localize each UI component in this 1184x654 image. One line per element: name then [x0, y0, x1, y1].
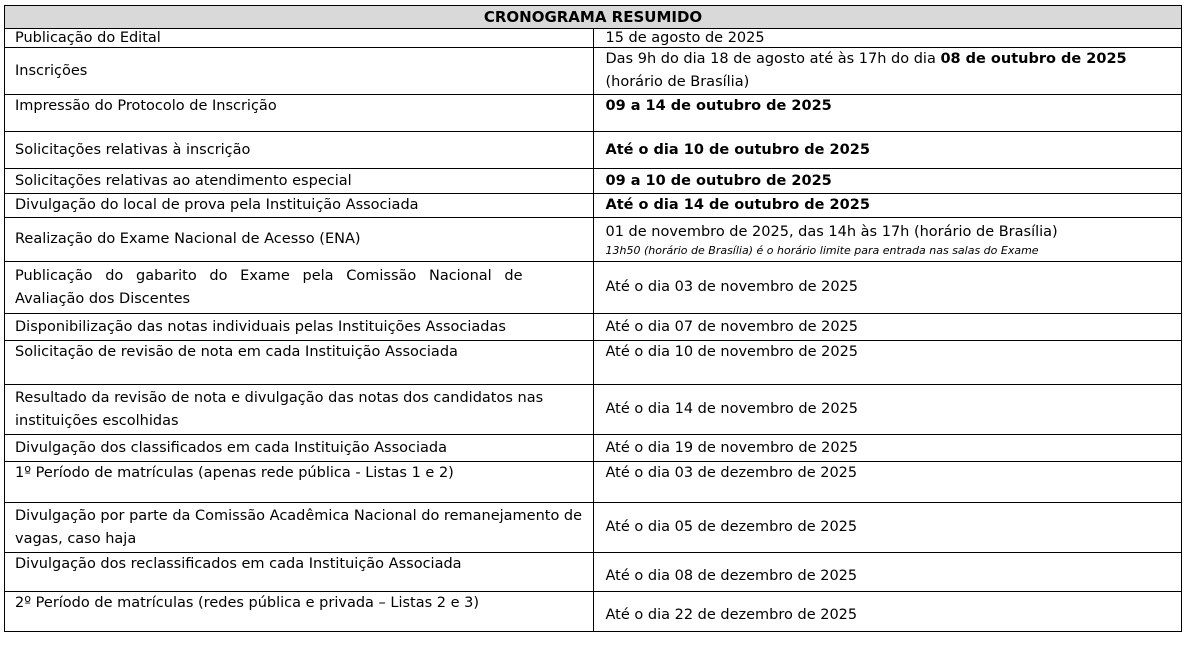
- table-row: [5, 194, 1182, 218]
- table-title: CRONOGRAMA RESUMIDO: [5, 6, 1182, 29]
- event-cell: Disponibilização das notas individuais pelas Instituições Associadas: [5, 314, 594, 341]
- table-row: [5, 29, 1182, 48]
- event-cell: Divulgação do local de prova pela Instituição Associada: [5, 194, 594, 218]
- date-note: 13h50 (horário de Brasília) é o horário limite para entrada nas salas do Exame: [605, 244, 1039, 257]
- date-cell: Até o dia 14 de outubro de 2025: [593, 194, 1182, 218]
- event-cell: Inscrições: [5, 48, 594, 95]
- event-cell: 2º Período de matrículas (redes pública e privada – Listas 2 e 3): [5, 592, 594, 632]
- event-cell: Divulgação por parte da Comissão Acadêmica Nacional do remanejamento de vagas, caso haja: [5, 503, 594, 553]
- table-row: [5, 462, 1182, 503]
- event-cell: Solicitações relativas à inscrição: [5, 132, 594, 169]
- event-cell: Resultado da revisão de nota e divulgação das notas dos candidatos nas instituições escolhidas: [5, 385, 594, 435]
- table-row: [5, 592, 1182, 632]
- date-cell: Até o dia 03 de novembro de 2025: [593, 262, 1182, 314]
- schedule-table: [4, 5, 1182, 632]
- date-cell: Até o dia 19 de novembro de 2025: [593, 435, 1182, 462]
- table-row: [5, 48, 1182, 95]
- table-row: [5, 553, 1182, 592]
- date-cell: 15 de agosto de 2025: [593, 29, 1182, 48]
- date-cell: Até o dia 08 de dezembro de 2025: [593, 553, 1182, 592]
- event-cell: Publicação do gabarito do Exame pela Comissão Nacional de Avaliação dos Discentes: [5, 262, 594, 314]
- date-cell: Até o dia 10 de outubro de 2025: [593, 132, 1182, 169]
- date-cell: Até o dia 05 de dezembro de 2025: [593, 503, 1182, 553]
- date-cell: 09 a 10 de outubro de 2025: [593, 169, 1182, 194]
- table-row: [5, 218, 1182, 262]
- table-row: [5, 435, 1182, 462]
- date-cell: [593, 48, 1182, 95]
- table-row: [5, 503, 1182, 553]
- table-row: [5, 169, 1182, 194]
- table-row: [5, 314, 1182, 341]
- date-cell: Até o dia 03 de dezembro de 2025: [593, 462, 1182, 503]
- date-cell: Até o dia 07 de novembro de 2025: [593, 314, 1182, 341]
- event-cell: Realização do Exame Nacional de Acesso (ENA): [5, 218, 594, 262]
- date-text: Das 9h do dia 18 de agosto até às 17h do dia: [605, 51, 941, 67]
- event-cell: Divulgação dos reclassificados em cada Instituição Associada: [5, 553, 594, 592]
- event-cell: Publicação do Edital: [5, 29, 594, 48]
- table-row: [5, 262, 1182, 314]
- date-suffix: (horário de Brasília): [605, 74, 750, 90]
- date-cell: Até o dia 14 de novembro de 2025: [593, 385, 1182, 435]
- event-cell: Solicitação de revisão de nota em cada Instituição Associada: [5, 341, 594, 385]
- table-header-row: [5, 6, 1182, 29]
- event-cell: Impressão do Protocolo de Inscrição: [5, 95, 594, 132]
- table-row: [5, 95, 1182, 132]
- table-row: [5, 132, 1182, 169]
- date-cell: [593, 218, 1182, 262]
- event-cell: Divulgação dos classificados em cada Instituição Associada: [5, 435, 594, 462]
- date-cell: 09 a 14 de outubro de 2025: [593, 95, 1182, 132]
- event-cell: 1º Período de matrículas (apenas rede pública - Listas 1 e 2): [5, 462, 594, 503]
- date-cell: Até o dia 10 de novembro de 2025: [593, 341, 1182, 385]
- date-text: 01 de novembro de 2025, das 14h às 17h (horário de Brasília): [605, 224, 1058, 240]
- date-cell: Até o dia 22 de dezembro de 2025: [593, 592, 1182, 632]
- table-row: [5, 385, 1182, 435]
- date-highlight: 08 de outubro de 2025: [940, 51, 1127, 67]
- table-row: [5, 341, 1182, 385]
- event-cell: Solicitações relativas ao atendimento especial: [5, 169, 594, 194]
